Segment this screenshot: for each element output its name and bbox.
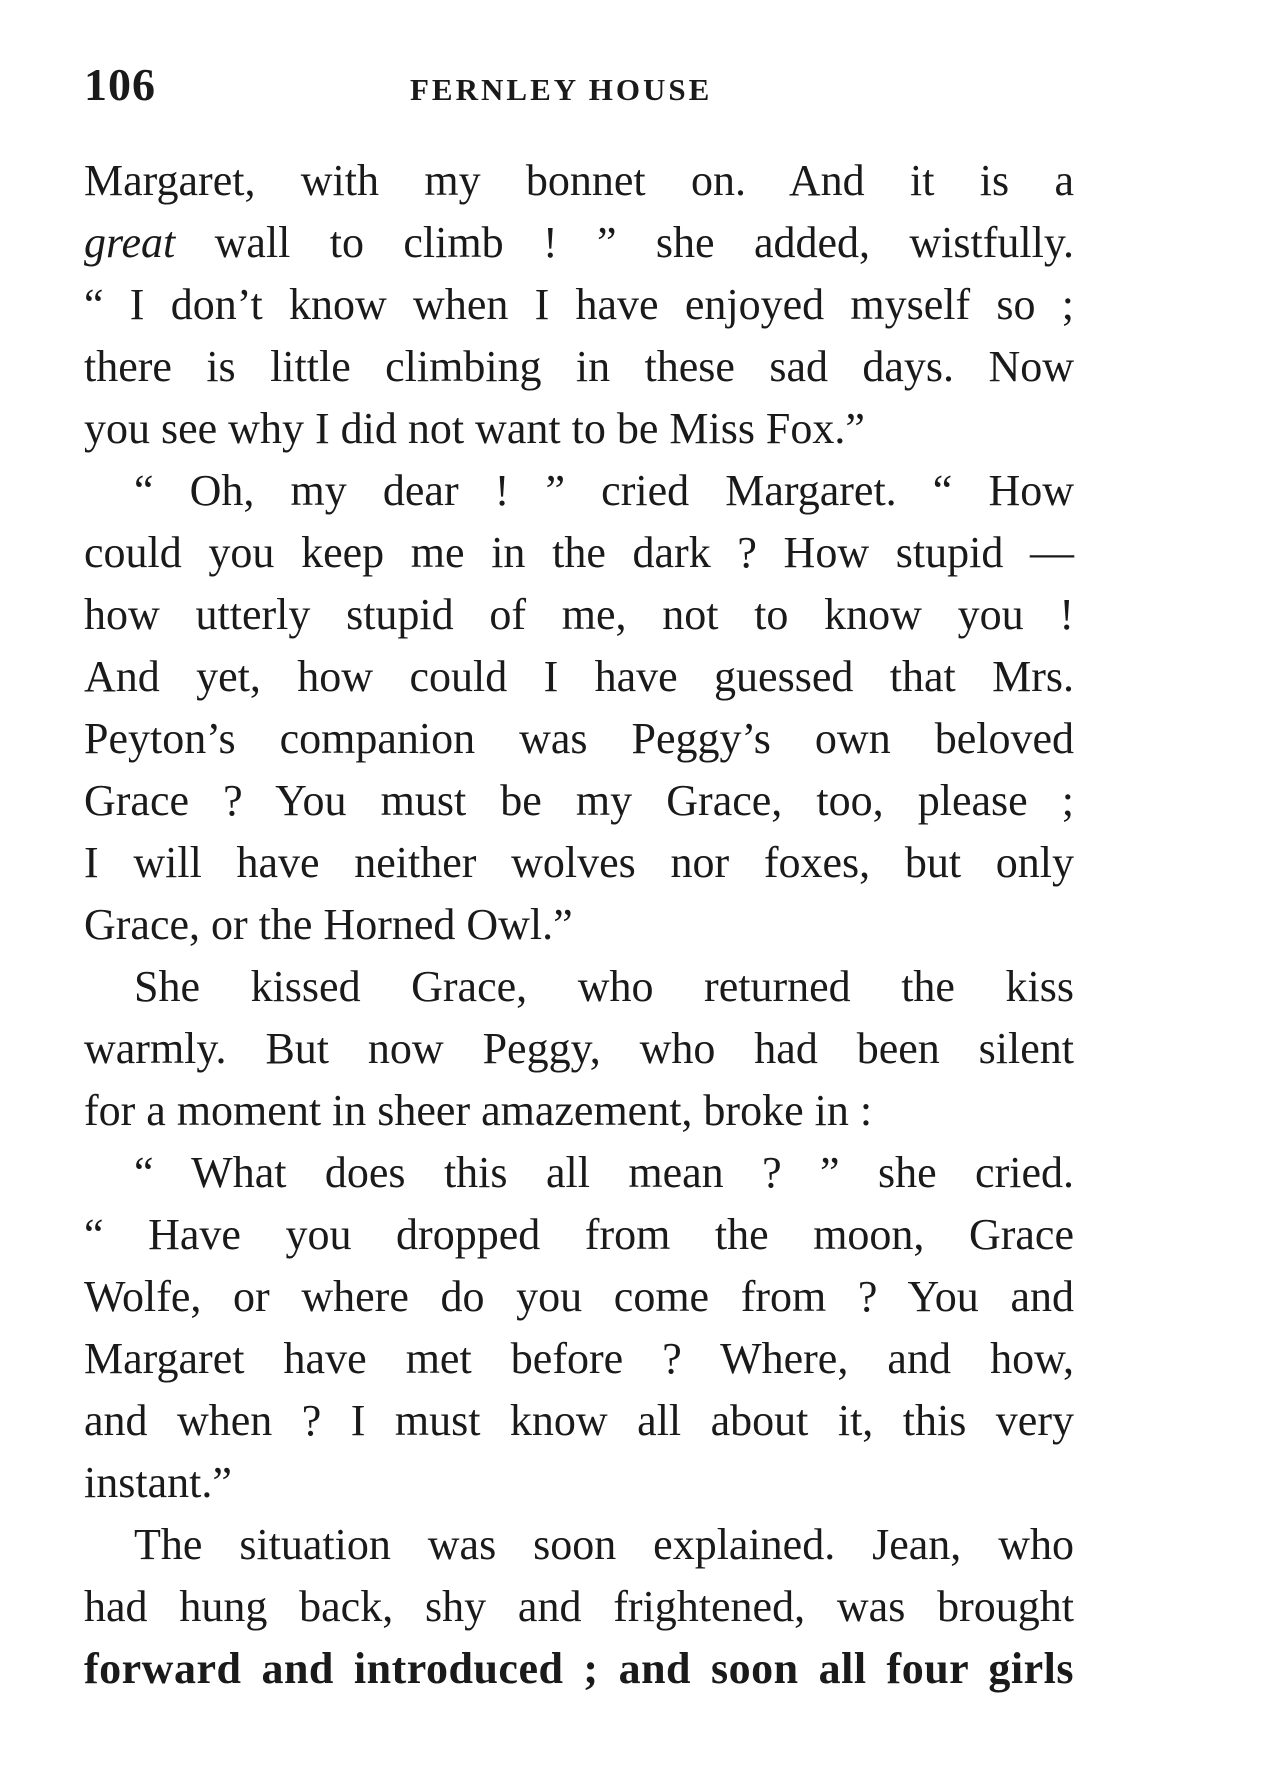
text-line: “ Have you dropped from the moon, Grace xyxy=(84,1210,1074,1259)
text-line: “ What does this all mean ? ” she cried. xyxy=(134,1148,1074,1197)
text-line: Wolfe, or where do you come from ? You and xyxy=(84,1272,1074,1321)
text-line: had hung back, shy and frightened, was brought xyxy=(84,1582,1074,1631)
text-line: “ I don’t know when I have enjoyed myself so ; xyxy=(84,280,1074,329)
text-line: for a moment in sheer amazement, broke in : xyxy=(84,1086,873,1135)
text-line: how utterly stupid of me, not to know you ! xyxy=(84,590,1074,639)
text-line: And yet, how could I have guessed that Mrs. xyxy=(84,652,1074,701)
text-line: there is little climbing in these sad days. Now xyxy=(84,342,1074,391)
text-line: The situation was soon explained. Jean, who xyxy=(134,1520,1074,1569)
text-line: “ Oh, my dear ! ” cried Margaret. “ How xyxy=(134,466,1074,515)
text-line: Grace, or the Horned Owl.” xyxy=(84,900,573,949)
text-line: Margaret, with my bonnet on. And it is a xyxy=(84,156,1074,205)
page-number: 106 xyxy=(84,59,156,110)
text-line xyxy=(84,212,1074,274)
text-line: I will have neither wolves nor foxes, but only xyxy=(84,838,1074,887)
text-line: and when ? I must know all about it, this very xyxy=(84,1396,1074,1445)
page-header xyxy=(84,58,1080,118)
text-line: forward and introduced ; and soon all four girls xyxy=(84,1644,1074,1693)
text-line: Peyton’s companion was Peggy’s own beloved xyxy=(84,714,1074,763)
text-line: She kissed Grace, who returned the kiss xyxy=(134,962,1074,1011)
text-line-rest: wall to climb ! ” she added, wistfully. xyxy=(214,218,1074,267)
running-head: FERNLEY HOUSE xyxy=(410,72,713,107)
text-line: instant.” xyxy=(84,1458,232,1507)
text-line: warmly. But now Peggy, who had been silent xyxy=(84,1024,1074,1073)
text-line: you see why I did not want to be Miss Fox.” xyxy=(84,404,865,453)
text-line: Margaret have met before ? Where, and how, xyxy=(84,1334,1074,1383)
text-line: could you keep me in the dark ? How stupid — xyxy=(84,528,1074,577)
body-text xyxy=(84,150,1074,1700)
text-line: Grace ? You must be my Grace, too, please ; xyxy=(84,776,1074,825)
italic-word: great xyxy=(84,218,176,267)
